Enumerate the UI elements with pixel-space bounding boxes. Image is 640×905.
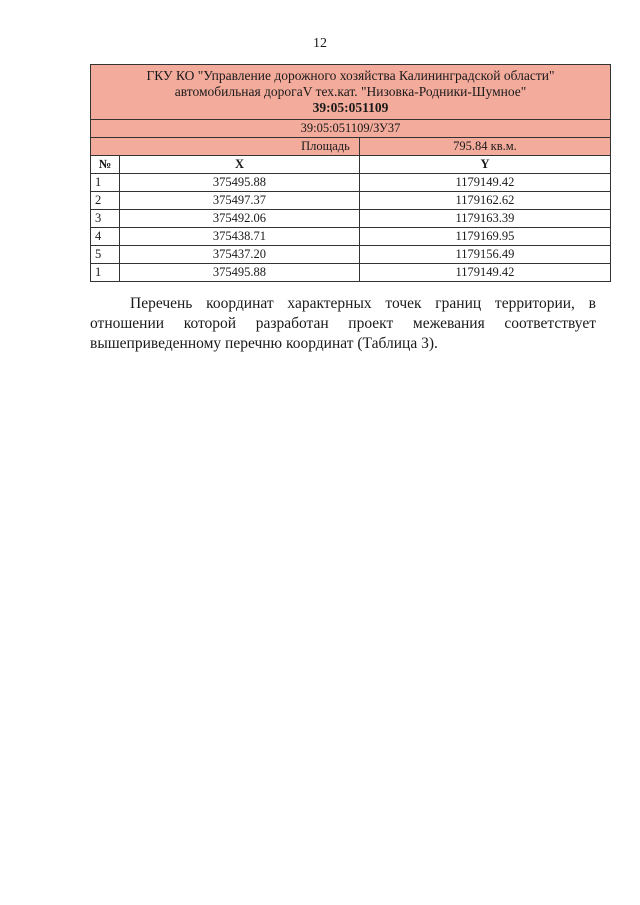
point-number: 1 bbox=[91, 174, 120, 192]
point-x: 375492.06 bbox=[119, 210, 359, 228]
header-row bbox=[91, 156, 611, 174]
point-number: 1 bbox=[91, 264, 120, 282]
area-label: Площадь bbox=[91, 138, 360, 156]
table-title bbox=[91, 65, 611, 120]
table-row bbox=[91, 246, 611, 264]
point-y: 1179169.95 bbox=[359, 228, 610, 246]
area-row bbox=[91, 138, 611, 156]
page-number: 12 bbox=[313, 36, 327, 51]
point-y: 1179163.39 bbox=[359, 210, 610, 228]
point-number: 5 bbox=[91, 246, 120, 264]
road-name: автомобильная дорогаV тех.кат. "Низовка-Родники-Шумное" bbox=[174, 84, 527, 99]
area-value: 795.84 кв.м. bbox=[359, 138, 610, 156]
point-x: 375438.71 bbox=[119, 228, 359, 246]
point-x: 375495.88 bbox=[119, 174, 359, 192]
point-y: 1179156.49 bbox=[359, 246, 610, 264]
point-number: 3 bbox=[91, 210, 120, 228]
point-x: 375495.88 bbox=[119, 264, 359, 282]
column-header-x: X bbox=[119, 156, 359, 174]
point-number: 2 bbox=[91, 192, 120, 210]
point-x: 375437.20 bbox=[119, 246, 359, 264]
coordinates-table bbox=[90, 64, 611, 282]
table-row bbox=[91, 228, 611, 246]
table-title-row bbox=[91, 65, 611, 120]
parcel-id: 39:05:051109/ЗУ37 bbox=[91, 120, 611, 138]
point-y: 1179149.42 bbox=[359, 174, 610, 192]
point-y: 1179162.62 bbox=[359, 192, 610, 210]
organization-name: ГКУ КО "Управление дорожного хозяйства Калининградской области" bbox=[146, 68, 555, 83]
body-paragraph: Перечень координат характерных точек границ территории, в отношении которой разработан проект межевания соответствует вышеприведенному перечню координат (Таблица 3). bbox=[90, 295, 596, 352]
point-number: 4 bbox=[91, 228, 120, 246]
point-y: 1179149.42 bbox=[359, 264, 610, 282]
table-row bbox=[91, 210, 611, 228]
table-row bbox=[91, 174, 611, 192]
cadastral-block: 39:05:051109 bbox=[312, 100, 389, 115]
table-row bbox=[91, 264, 611, 282]
point-x: 375497.37 bbox=[119, 192, 359, 210]
column-header-number: № bbox=[91, 156, 120, 174]
column-header-y: Y bbox=[359, 156, 610, 174]
table-row bbox=[91, 192, 611, 210]
parcel-row bbox=[91, 120, 611, 138]
